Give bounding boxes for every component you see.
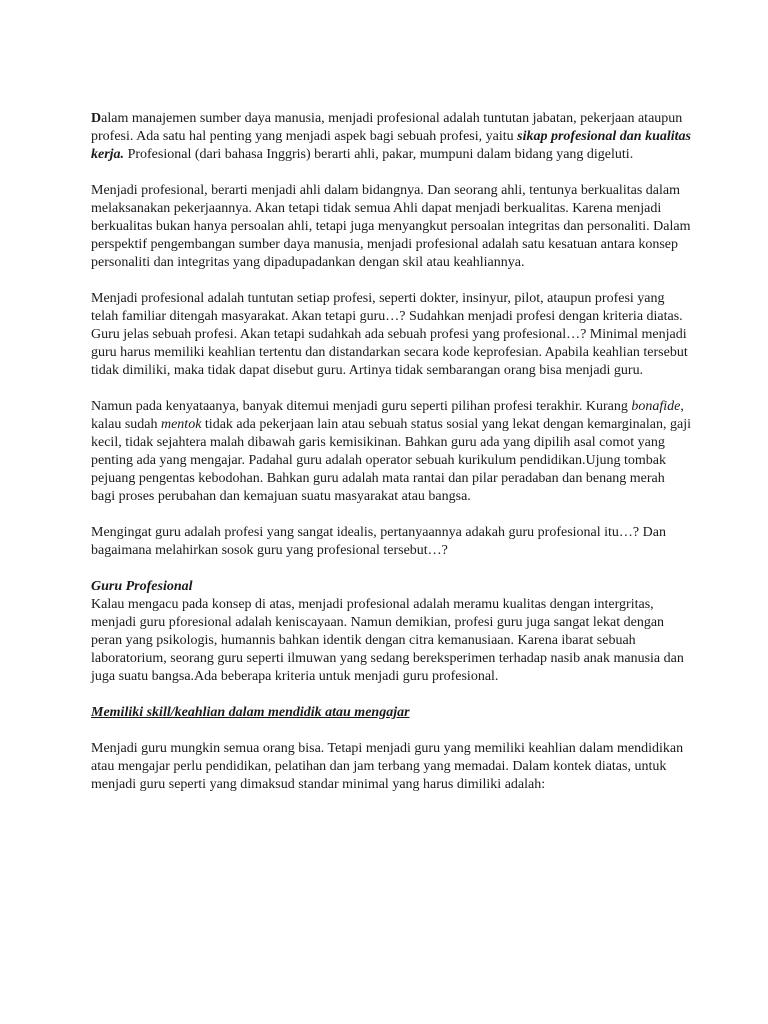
p4-text-1: Namun pada kenyataanya, banyak ditemui menjadi guru seperti pilihan profesi terakhir. Kurang (91, 399, 632, 414)
paragraph-intro (91, 110, 691, 164)
first-letter: D (91, 111, 102, 126)
p4-text-2: , kalau sudah (91, 399, 684, 432)
paragraph-5: Mengingat guru adalah profesi yang sangat idealis, pertanyaannya adakah guru profesional itu…? Dan bagaimana melahirkan sosok guru yang profesional tersebut…? (91, 525, 666, 558)
p4-italic-bonafide: bonafide (631, 399, 681, 414)
paragraph-2: Menjadi profesional, berarti menjadi ahli dalam bidangnya. Dan seorang ahli, tentunya berkualitas dalam melaksanakan pekerjaannya. Akan tetapi tidak semua Ahli dapat menjadi berkualitas. Karena menjadi berkualitas bukan hanya persoalan ahli, tetapi juga menyangkut persoalan integritas dan personaliti. Dalam perspektif pengembangan sumber daya manusia, menjadi profesional adalah satu kesatuan antara konsep personaliti dan integritas yang dipadupadankan dengan skil atau keahliannya. (91, 183, 691, 270)
paragraph-4 (91, 398, 691, 506)
section-heading-guru-profesional: Guru Profesional (91, 579, 193, 594)
section-heading-skill: Memiliki skill/keahlian dalam mendidik atau mengajar (91, 705, 410, 720)
document-body (91, 110, 691, 812)
section-1-body: Kalau mengacu pada konsep di atas, menjadi profesional adalah meramu kualitas dengan intergritas, menjadi guru pforesional adalah keniscayaan. Namun demikian, profesi guru juga sangat lekat dengan peran yang psikologis, humannis bahkan identik dengan citra kemanusiaan. Karena ibarat sebuah laboratorium, seorang guru seperti ilmuwan yang sedang bereksperimen terhadap nasib anak manusia dan juga suatu bangsa.Ada beberapa kriteria untuk menjadi guru profesional. (91, 597, 684, 684)
intro-text: alam manajemen sumber daya manusia, menjadi profesional adalah tuntutan jabatan, pekerjaan ataupun profesi. Ada satu hal penting yang menjadi aspek bagi sebuah profesi, yaitu (91, 111, 683, 144)
p4-text-3: tidak ada pekerjaan lain atau sebuah status sosial yang lekat dengan kemarginalan, gaji kecil, tidak sejahtera malah dibawah garis kemisikinan. Bahkan guru ada yang dipilih asal comot yang penting ada yang mengajar. Padahal guru adalah operator sebuah kurikulum pendidikan.Ujung tombak pejuang pengentas kebodohan. Bahkan guru adalah mata rantai dan pilar peradaban dan benang merah bagi proses perubahan dan kemajuan suatu masyarakat atau bangsa. (91, 417, 691, 504)
paragraph-3: Menjadi profesional adalah tuntutan setiap profesi, seperti dokter, insinyur, pilot, ataupun profesi yang telah familiar ditengah masyarakat. Akan tetapi guru…? Sudahkan menjadi profesi dengan kriteria diatas. Guru jelas sebuah profesi. Akan tetapi sudahkah ada sebuah profesi yang profesional…? Minimal menjadi guru harus memiliki keahlian tertentu dan distandarkan secara kode keprofesian. Apabila keahlian tersebut tidak dimiliki, maka tidak dapat disebut guru. Artinya tidak sembarangan orang bisa menjadi guru. (91, 291, 688, 378)
section-2-body: Menjadi guru mungkin semua orang bisa. Tetapi menjadi guru yang memiliki keahlian dalam mendidikan atau mengajar perlu pendidikan, pelatihan dan jam terbang yang memadai. Dalam kontek diatas, untuk menjadi guru seperti yang dimaksud standar minimal yang harus dimiliki adalah: (91, 741, 684, 792)
intro-text-end: Profesional (dari bahasa Inggris) berarti ahli, pakar, mumpuni dalam bidang yang digeluti. (124, 147, 634, 162)
intro-emphasis: sikap profesional dan kualitas kerja. (91, 129, 691, 162)
p4-italic-mentok: mentok (160, 417, 202, 432)
